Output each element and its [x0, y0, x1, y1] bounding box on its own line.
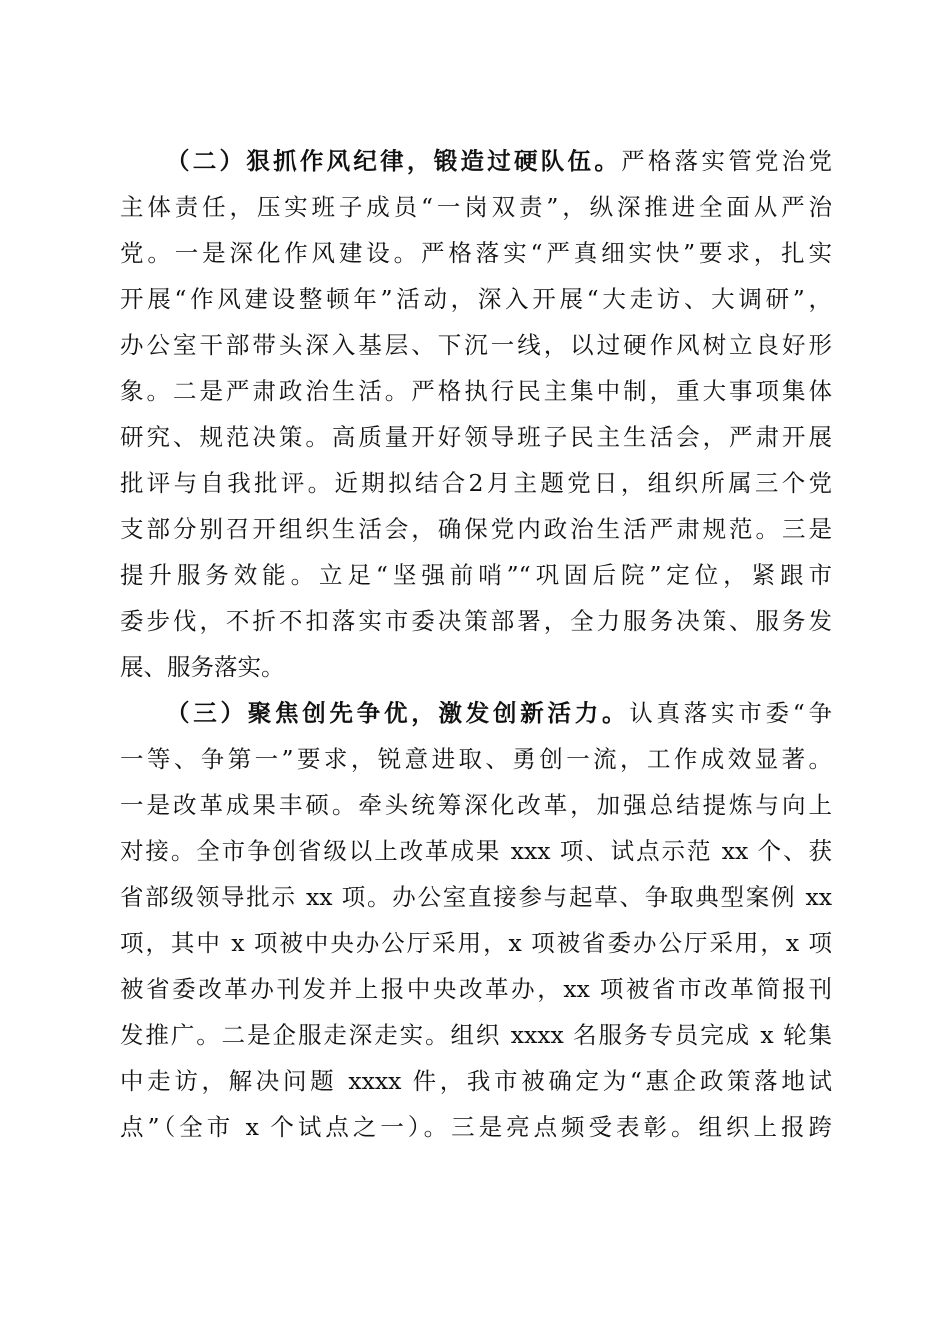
section3-line: 点”（全市 x 个试点之一）。三是亮点频受表彰。组织上报跨 — [120, 1113, 832, 1141]
section3-line: 对接。全市争创省级以上改革成果 xxx 项、试点示范 xx 个、获 — [120, 837, 832, 865]
section2-line: 主体责任，压实班子成员“一岗双责”，纵深推进全面从严治 — [120, 193, 832, 221]
section2-line: 研究、规范决策。高质量开好领导班子民主生活会，严肃开展 — [120, 423, 832, 451]
section2-line: 支部分别召开组织生活会，确保党内政治生活严肃规范。三是 — [120, 515, 832, 543]
section3-line: 一是改革成果丰硕。牵头统筹深化改革，加强总结提炼与向上 — [120, 791, 832, 819]
section2-heading: （二）狠抓作风纪律，锻造过硬队伍。 — [166, 147, 622, 175]
section2-first-line-rest: 严格落实管党治党 — [621, 147, 833, 175]
section3-line: 一等、争第一”要求，锐意进取、勇创一流，工作成效显著。 — [120, 745, 832, 773]
section2-line: 办公室干部带头深入基层、下沉一线，以过硬作风树立良好形 — [120, 331, 832, 359]
section3-line: 中走访，解决问题 xxxx 件，我市被确定为“惠企政策落地试 — [120, 1067, 832, 1095]
section2-line: 象。二是严肃政治生活。严格执行民主集中制，重大事项集体 — [120, 377, 832, 405]
section2-first-line — [166, 138, 832, 184]
section3-line: 被省委改革办刊发并上报中央改革办，xx 项被省市改革简报刊 — [120, 975, 832, 1003]
section2-line: 党。一是深化作风建设。严格落实“严真细实快”要求，扎实 — [120, 239, 832, 267]
section3-line: 项，其中 x 项被中央办公厅采用，x 项被省委办公厅采用，x 项 — [120, 929, 832, 957]
section2-line: 委步伐，不折不扣落实市委决策部署，全力服务决策、服务发 — [120, 607, 832, 635]
section2-last-line: 展、服务落实。 — [120, 653, 285, 681]
section3-heading: （三）聚焦创先争优，激发创新活力。 — [166, 699, 630, 727]
section2-line: 批评与自我批评。近期拟结合2月主题党日，组织所属三个党 — [120, 469, 832, 497]
section2-line: 提升服务效能。立足“坚强前哨”“巩固后院”定位，紧跟市 — [120, 561, 832, 589]
section3-first-line-rest: 认真落实市委“争 — [629, 699, 833, 727]
section3-line: 发推广。二是企服走深走实。组织 xxxx 名服务专员完成 x 轮集 — [120, 1021, 832, 1049]
section3-first-line — [166, 690, 832, 736]
section3-line: 省部级领导批示 xx 项。办公室直接参与起草、争取典型案例 xx — [120, 883, 832, 911]
section2-line: 开展“作风建设整顿年”活动，深入开展“大走访、大调研”， — [120, 285, 832, 313]
